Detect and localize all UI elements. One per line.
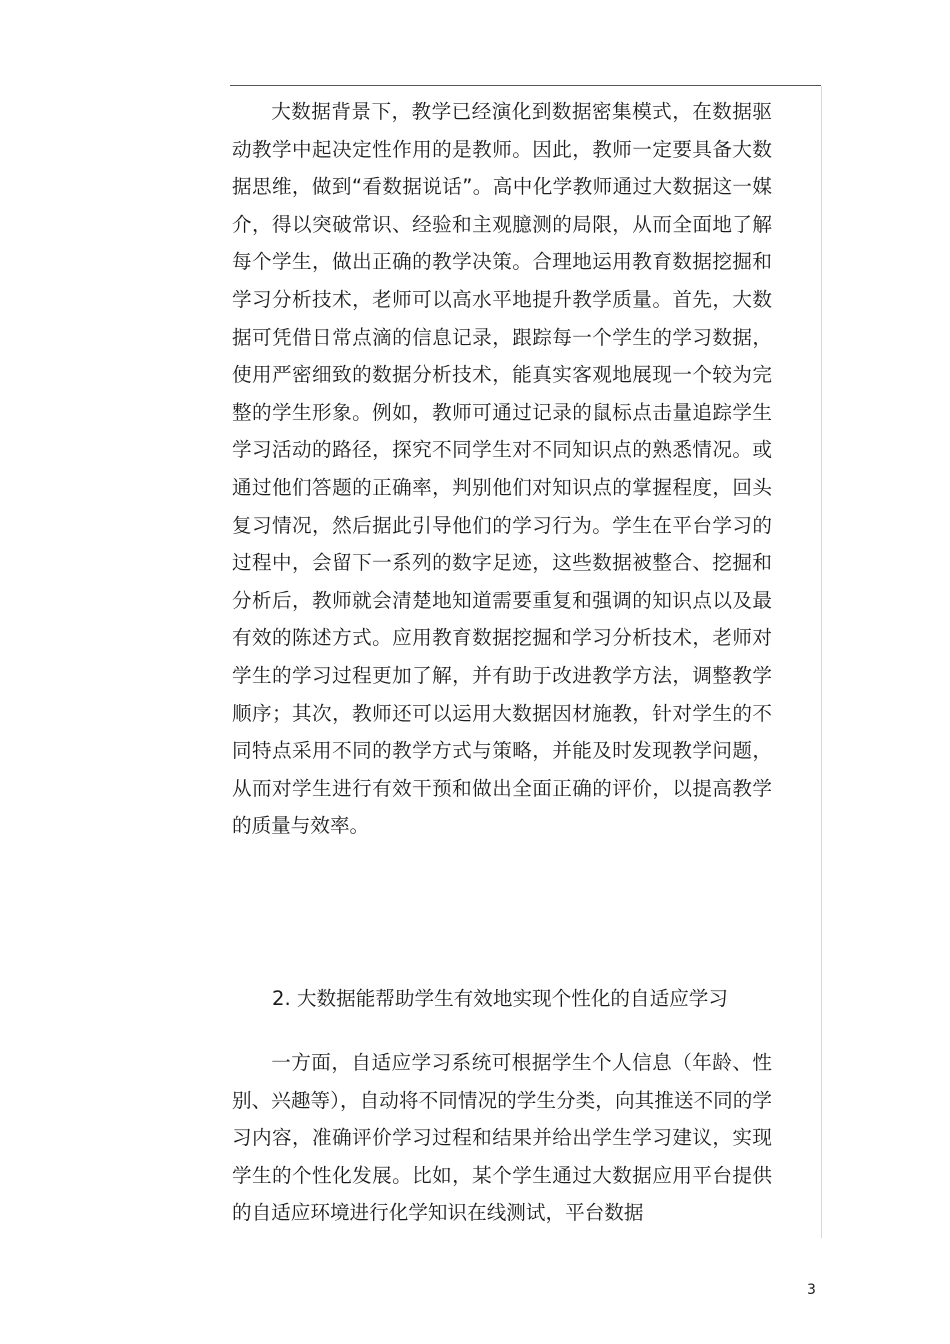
section-heading: 2. 大数据能帮助学生有效地实现个性化的自适应学习: [272, 987, 728, 1010]
body-paragraph-1: 大数据背景下，教学已经演化到数据密集模式，在数据驱动教学中起决定性作用的是教师。因此，教师一定要具备大数据思维，做到“看数据说话”。高中化学教师通过大数据这一媒介，得以突破常识、经验和主观臆测的局限，从而全面地了解每个学生，做出正确的教学决策。合理地运用教育数据挖掘和学习分析技术，老师可以高水平地提升教学质量。首先，大数据可凭借日常点滴的信息记录，跟踪每一个学生的学习数据，使用严密细致的数据分析技术，能真实客观地展现一个较为完整的学生形象。例如，教师可通过记录的鼠标点击量追踪学生学习活动的路径，探究不同学生对不同知识点的熟悉情况。或通过他们答题的正确率，判别他们对知识点的掌握程度，回头复习情况，然后据此引导他们的学习行为。学生在平台学习的过程中，会留下一系列的数字足迹，这些数据被整合、挖掘和分析后，教师就会清楚地知道需要重复和强调的知识点以及最有效的陈述方式。应用教育数据挖掘和学习分析技术，老师对学生的学习过程更加了解，并有助于改进教学方法，调整教学顺序；其次，教师还可以运用大数据因材施教，针对学生的不同特点采用不同的教学方式与策略，并能及时发现教学问题，从而对学生进行有效干预和做出全面正确的评价，以提高教学的质量与效率。: [232, 100, 772, 838]
header-rule: [230, 85, 821, 86]
page-number: 3: [807, 1282, 816, 1298]
margin-rule: [821, 86, 822, 1238]
body-paragraph-2: 一方面，自适应学习系统可根据学生个人信息（年龄、性别、兴趣等），自动将不同情况的学生分类，向其推送不同的学习内容，准确评价学习过程和结果并给出学生学习建议，实现学生的个性化发展。比如，某个学生通过大数据应用平台提供的自适应环境进行化学知识在线测试，平台数据: [232, 1051, 772, 1225]
